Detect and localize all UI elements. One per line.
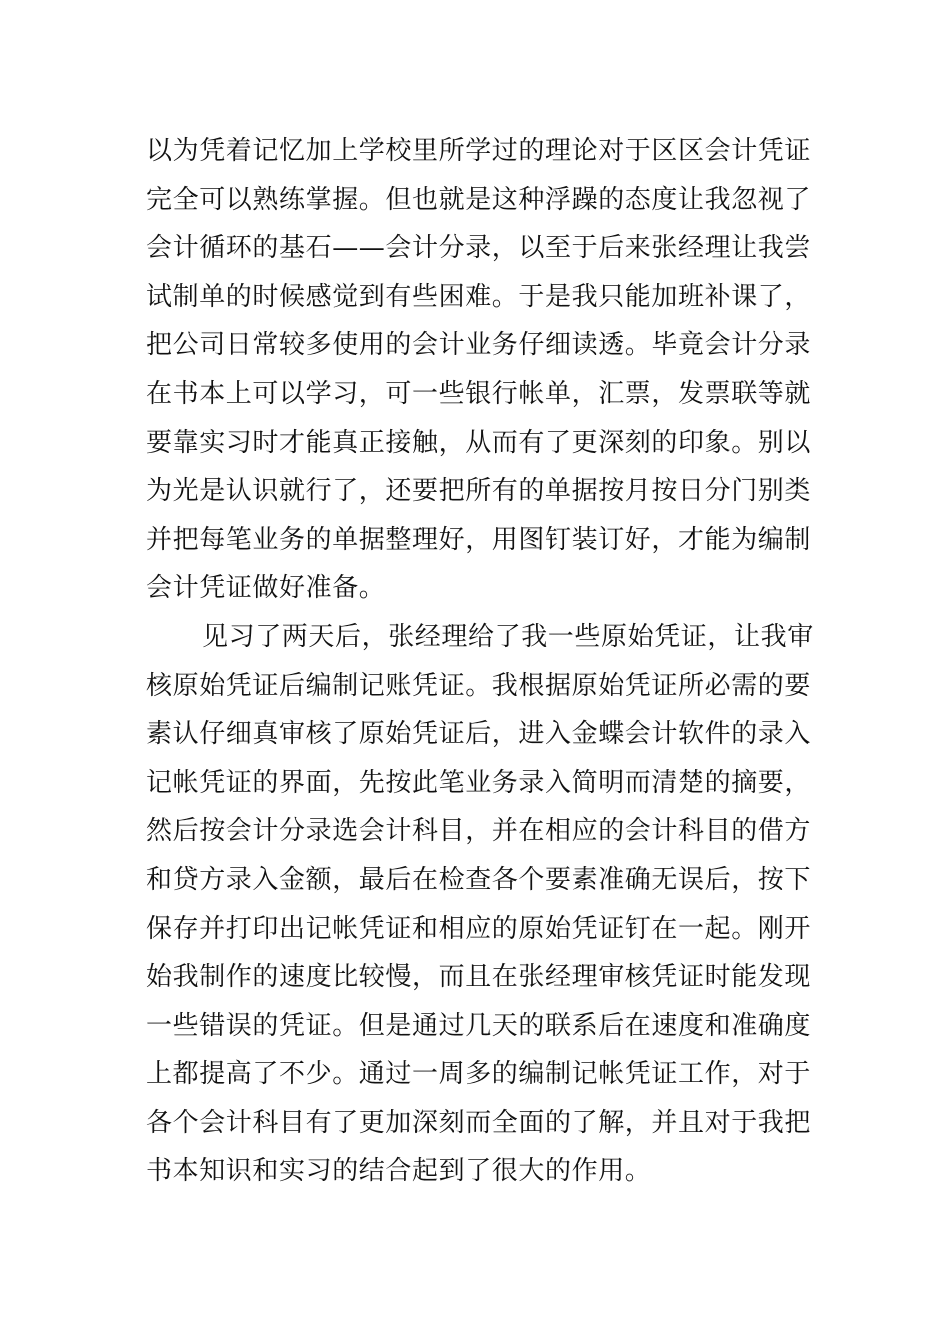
text-line: 书本知识和实习的结合起到了很大的作用。 <box>146 1156 652 1187</box>
text-line: 核原始凭证后编制记账凭证。我根据原始凭证所必需的要 <box>146 670 812 701</box>
body-text <box>146 127 816 1196</box>
text-line: 素认仔细真审核了原始凭证后，进入金蝶会计软件的录入 <box>146 719 812 750</box>
text-line: 上都提高了不少。通过一周多的编制记帐凭证工作，对于 <box>146 1059 812 1090</box>
text-line: 各个会计科目有了更加深刻而全面的了解，并且对于我把 <box>146 1107 812 1138</box>
text-line: 试制单的时候感觉到有些困难。于是我只能加班补课了， <box>146 281 812 312</box>
text-line: 和贷方录入金额，最后在检查各个要素准确无误后，按下 <box>146 864 812 895</box>
text-line: 一些错误的凭证。但是通过几天的联系后在速度和准确度 <box>146 1010 812 1041</box>
text-line: 始我制作的速度比较慢，而且在张经理审核凭证时能发现 <box>146 962 812 993</box>
text-line: 在书本上可以学习，可一些银行帐单，汇票，发票联等就 <box>146 378 812 409</box>
paragraph-1 <box>146 127 816 613</box>
paragraph-2 <box>146 613 816 1196</box>
text-line: 以为凭着记忆加上学校里所学过的理论对于区区会计凭证 <box>146 136 812 166</box>
text-line: 会计凭证做好准备。 <box>146 573 386 604</box>
text-line: 完全可以熟练掌握。但也就是这种浮躁的态度让我忽视了 <box>146 184 812 215</box>
text-line: 并把每笔业务的单据整理好，用图钉装订好，才能为编制 <box>146 524 812 555</box>
text-line: 记帐凭证的界面，先按此笔业务录入简明而清楚的摘要， <box>146 767 812 798</box>
text-line: 为光是认识就行了，还要把所有的单据按月按日分门别类 <box>146 476 812 507</box>
text-line: 把公司日常较多使用的会计业务仔细读透。毕竟会计分录 <box>146 330 812 361</box>
text-line: 保存并打印出记帐凭证和相应的原始凭证钉在一起。刚开 <box>146 913 812 944</box>
text-line: 要靠实习时才能真正接触，从而有了更深刻的印象。别以 <box>146 427 812 458</box>
text-line: 会计循环的基石——会计分录，以至于后来张经理让我尝 <box>146 233 812 264</box>
text-line: 然后按会计分录选会计科目，并在相应的会计科目的借方 <box>146 816 812 847</box>
text-line-indented: 见习了两天后，张经理给了我一些原始凭证，让我审 <box>202 621 814 652</box>
